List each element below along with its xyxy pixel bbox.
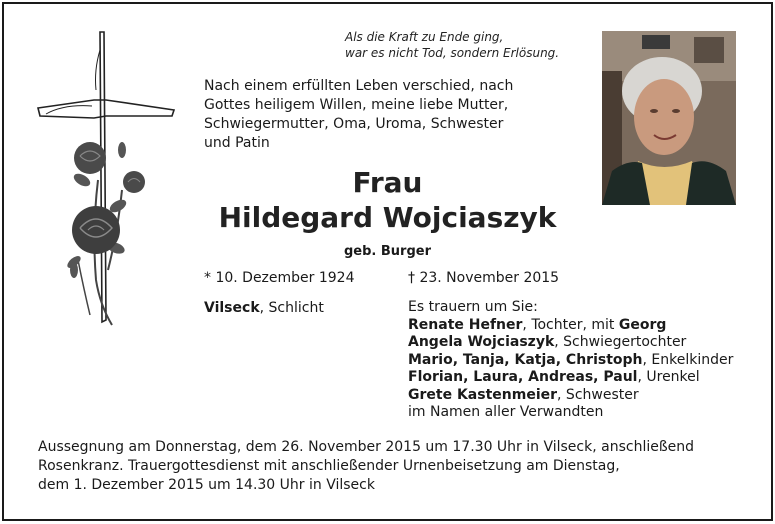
cross-with-roses-icon <box>34 30 184 330</box>
mourner-row <box>408 352 768 370</box>
mourner-relation: , Schwiegertochter <box>554 334 687 350</box>
service-line: Aussegnung am Donnerstag, dem 26. November 2015 um 17.30 Uhr in Vilseck, anschließend <box>38 439 695 455</box>
death-date: † 23. November 2015 <box>408 270 560 286</box>
mourner-name: Mario, Tanja, Katja, Christoph <box>408 351 643 368</box>
place-rest: , Schlicht <box>259 300 324 316</box>
mourner-row <box>408 369 768 387</box>
mourner-name: Angela Wojciaszyk <box>408 334 555 350</box>
deceased-name: Hildegard Wojciaszyk <box>218 201 557 234</box>
motto-quote <box>345 29 559 61</box>
birth-date: * 10. Dezember 1924 <box>204 270 355 286</box>
residence-place <box>204 299 324 318</box>
intro-text <box>204 77 574 153</box>
mourner-name: Grete Kastenmeier <box>408 386 558 403</box>
motto-line: Als die Kraft zu Ende ging, <box>345 30 504 44</box>
deceased-salutation: Frau <box>352 166 423 199</box>
mourner-relation: , Urenkel <box>637 369 700 385</box>
intro-line: Schwiegermutter, Oma, Uroma, Schwester <box>204 116 504 132</box>
mourner-row: im Namen aller Verwandten <box>408 404 604 420</box>
mourners-list <box>408 299 768 422</box>
mourners-heading: Es trauern um Sie: <box>408 299 538 315</box>
service-details <box>38 438 758 495</box>
mourner-name: Florian, Laura, Andreas, Paul <box>408 369 638 385</box>
mourner-row <box>408 387 768 405</box>
service-line: Rosenkranz. Trauergottesdienst mit anschließender Urnenbeisetzung am Dienstag, <box>38 458 620 474</box>
mourner-name: Renate Hefner <box>408 316 523 333</box>
intro-line: Nach einem erfüllten Leben verschied, nach <box>204 78 514 94</box>
mourner-row <box>408 334 768 352</box>
portrait-photo <box>602 31 736 205</box>
place-town: Vilseck <box>204 300 260 316</box>
mourner-name: Georg <box>618 316 667 333</box>
mourner-relation: , Schwester <box>557 386 639 403</box>
service-line: dem 1. Dezember 2015 um 14.30 Uhr in Vilseck <box>38 477 375 493</box>
intro-line: Gottes heiligem Willen, meine liebe Mutter, <box>204 97 509 113</box>
maiden-name: geb. Burger <box>343 244 431 259</box>
mourner-row <box>408 317 768 335</box>
motto-line: war es nicht Tod, sondern Erlösung. <box>345 46 560 60</box>
mourner-relation: , Tochter, mit <box>522 316 619 333</box>
mourner-relation: , Enkelkinder <box>642 351 734 368</box>
intro-line: und Patin <box>204 135 270 151</box>
